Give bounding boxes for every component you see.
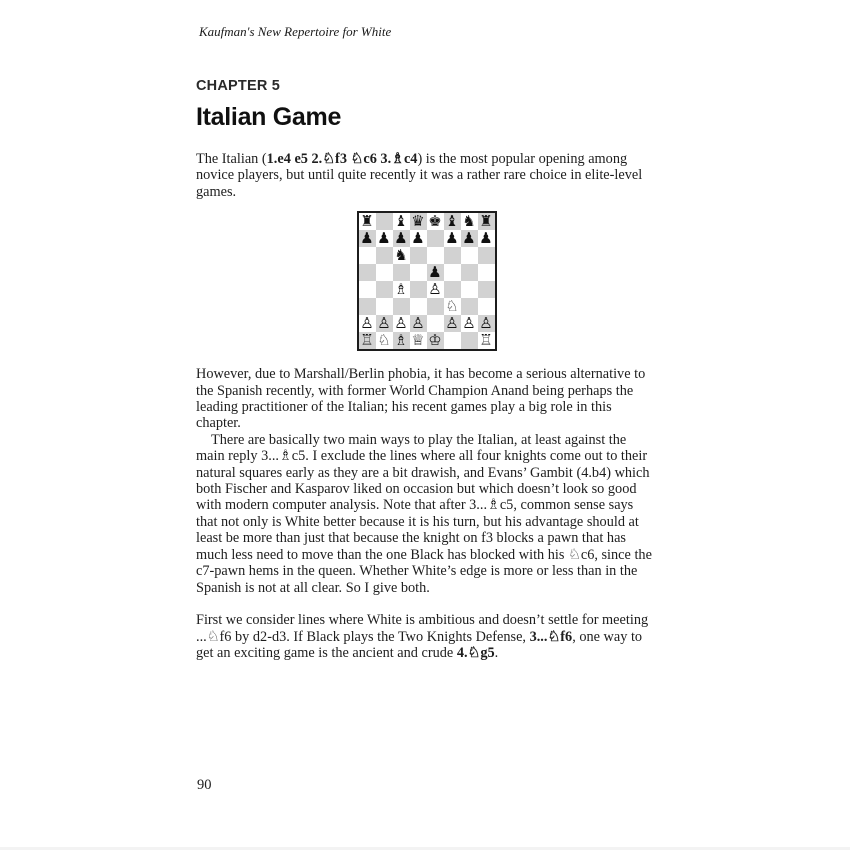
text-run: There are basically two main ways to play the Italian, at least against the main reply 3...♗c5. I exclude the lines where all four knights come out to their natural squares early as they are a bit drawish, and Evans’ Gambit (4.b4) which both Fischer and Kasparov liked on occasion but which doesn’t look so good with modern computer analysis. Note that after 3...♗c5, common sense says that not only is White better because it is his turn, but his advantage should at least be more than just that because the knight on f3 blocks a pawn that has much less need to move than the one Black has blocked with his ♘c6, since the c7-pawn hems in the queen. Whether White’s edge is more or less than in the Spanish is not at all clear. So I give both. — [196, 431, 652, 596]
chess-square — [478, 213, 495, 230]
chess-square — [444, 213, 461, 230]
chess-square — [393, 298, 410, 315]
black-piece: ♚ — [428, 212, 442, 231]
chess-square — [478, 332, 495, 349]
black-piece: ♟ — [394, 229, 408, 248]
chess-square — [461, 281, 478, 298]
chess-square — [444, 315, 461, 332]
running-head: Kaufman's New Repertoire for White — [199, 24, 392, 39]
chess-square — [359, 298, 376, 315]
paragraph — [196, 612, 657, 661]
chess-square — [444, 298, 461, 315]
chess-square — [410, 247, 427, 264]
black-piece: ♞ — [394, 246, 408, 265]
chess-square — [376, 213, 393, 230]
chess-square — [393, 332, 410, 349]
chess-square — [376, 332, 393, 349]
white-piece: ♖ — [360, 331, 374, 350]
white-piece: ♗ — [394, 331, 408, 350]
text-run: , one way to get an exciting game is the ancient and crude — [196, 628, 643, 662]
page-title: Italian Game — [196, 103, 342, 131]
chess-square — [427, 247, 444, 264]
chess-square — [478, 315, 495, 332]
text-column — [196, 78, 657, 662]
chess-diagram — [357, 211, 497, 351]
chess-square — [359, 247, 376, 264]
black-piece: ♟ — [462, 229, 476, 248]
white-piece: ♖ — [479, 331, 493, 350]
chess-square — [427, 264, 444, 281]
chapter-label: CHAPTER 5 — [196, 78, 280, 94]
black-piece: ♟ — [428, 263, 442, 282]
chess-square — [410, 281, 427, 298]
chess-square — [461, 264, 478, 281]
chess-square — [478, 264, 495, 281]
chess-square — [410, 332, 427, 349]
chess-square — [478, 247, 495, 264]
chess-square — [359, 264, 376, 281]
chess-square — [410, 298, 427, 315]
chess-square — [410, 213, 427, 230]
white-piece: ♙ — [411, 314, 425, 333]
chess-square — [359, 332, 376, 349]
chess-square — [376, 264, 393, 281]
text-run: . — [494, 645, 499, 662]
black-piece: ♟ — [445, 229, 459, 248]
paragraph — [196, 432, 657, 596]
chess-square — [410, 230, 427, 247]
chess-square — [427, 213, 444, 230]
chess-square — [444, 247, 461, 264]
move-notation: 4.♘g5 — [456, 645, 495, 662]
black-piece: ♝ — [445, 212, 459, 231]
chess-square — [393, 315, 410, 332]
chess-square — [359, 230, 376, 247]
white-piece: ♗ — [394, 280, 408, 299]
text-run: However, due to Marshall/Berlin phobia, it has become a serious alternative to the Spanish recently, with former World Champion Anand being perhaps the leading practitioner of the Italian; his recent games play a big role in this chapter. — [196, 366, 646, 432]
chess-square — [376, 247, 393, 264]
chess-square — [427, 230, 444, 247]
chess-square — [444, 230, 461, 247]
text-run: ) is the most popular opening among novice players, but until quite recently it was a rather rare choice in elite-level games. — [196, 151, 643, 200]
chess-square — [461, 298, 478, 315]
move-notation: 3...♘f6 — [529, 628, 573, 645]
white-piece: ♕ — [411, 331, 425, 350]
chess-square — [359, 281, 376, 298]
white-piece: ♙ — [462, 314, 476, 333]
paragraph — [196, 151, 657, 200]
paragraphs-after-diagram — [196, 366, 657, 661]
chess-square — [410, 315, 427, 332]
black-piece: ♟ — [360, 229, 374, 248]
chess-square — [393, 281, 410, 298]
white-piece: ♘ — [445, 297, 459, 316]
chess-square — [444, 281, 461, 298]
chess-board — [357, 211, 497, 351]
text-run: First we consider lines where White is ambitious and doesn’t settle for meeting ...♘f6 by d2-d3. If Black plays the Two Knights Defense, — [196, 612, 649, 645]
chess-square — [478, 230, 495, 247]
white-piece: ♘ — [377, 331, 391, 350]
chess-square — [376, 298, 393, 315]
white-piece: ♙ — [360, 314, 374, 333]
chess-square — [444, 264, 461, 281]
chess-square — [410, 264, 427, 281]
chess-square — [461, 315, 478, 332]
chess-square — [376, 315, 393, 332]
chess-square — [359, 213, 376, 230]
black-piece: ♜ — [479, 212, 493, 231]
move-notation: 1.e4 e5 2.♘f3 ♘c6 3.♗c4 — [266, 151, 418, 167]
black-piece: ♝ — [394, 212, 408, 231]
black-piece: ♟ — [479, 229, 493, 248]
white-piece: ♙ — [377, 314, 391, 333]
chess-square — [427, 315, 444, 332]
black-piece: ♛ — [411, 212, 425, 231]
white-piece: ♙ — [445, 314, 459, 333]
chess-square — [393, 213, 410, 230]
page-number: 90 — [197, 777, 212, 793]
white-piece: ♙ — [479, 314, 493, 333]
black-piece: ♟ — [377, 229, 391, 248]
text-run: The Italian ( — [196, 151, 267, 167]
chess-square — [478, 281, 495, 298]
chess-square — [393, 247, 410, 264]
white-piece: ♔ — [428, 331, 442, 350]
chess-square — [478, 298, 495, 315]
chess-square — [359, 315, 376, 332]
chess-square — [393, 264, 410, 281]
black-piece: ♟ — [411, 229, 425, 248]
chess-square — [427, 332, 444, 349]
paragraph — [196, 366, 657, 432]
white-piece: ♙ — [394, 314, 408, 333]
paragraphs-before-diagram — [196, 151, 657, 200]
black-piece: ♜ — [360, 212, 374, 231]
chess-square — [461, 213, 478, 230]
chess-square — [444, 332, 461, 349]
chess-square — [461, 332, 478, 349]
black-piece: ♞ — [462, 212, 476, 231]
chess-square — [393, 230, 410, 247]
chess-square — [376, 281, 393, 298]
white-piece: ♙ — [428, 280, 442, 299]
chess-square — [461, 230, 478, 247]
chess-square — [427, 281, 444, 298]
chess-square — [427, 298, 444, 315]
chess-square — [376, 230, 393, 247]
chess-square — [461, 247, 478, 264]
